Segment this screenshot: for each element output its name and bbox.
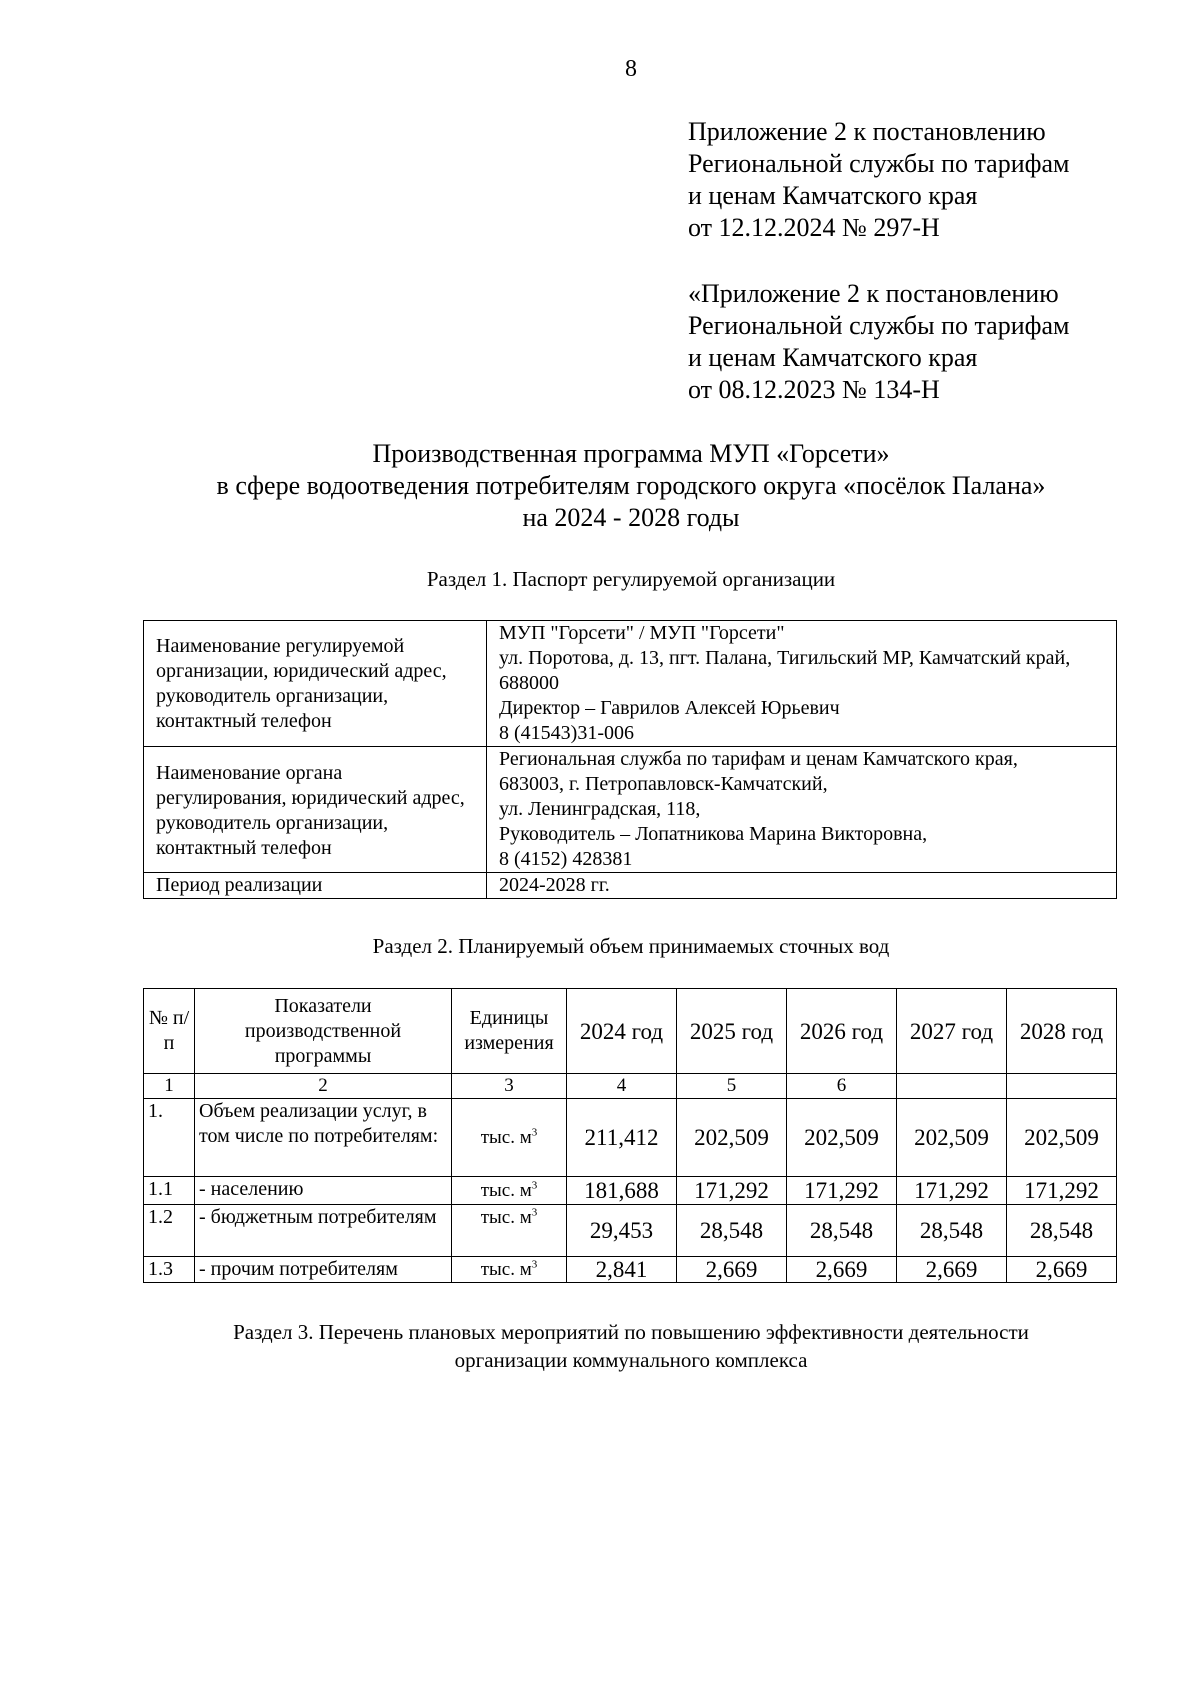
appendix-previous xyxy=(688,278,1069,406)
header-indicator: Показатели производственной программы xyxy=(195,989,452,1074)
column-number: 1 xyxy=(144,1074,195,1099)
passport-row xyxy=(144,621,1117,747)
header-num: № п/п xyxy=(144,989,195,1074)
row-value: 28,548 xyxy=(787,1205,897,1257)
table-row xyxy=(144,1177,1117,1205)
appendix-current-line: Приложение 2 к постановлению xyxy=(688,117,1046,146)
section3-title-line: организации коммунального комплекса xyxy=(454,1348,808,1372)
appendix-previous-line: и ценам Камчатского края xyxy=(688,343,978,372)
appendix-previous-line: Региональной службы по тарифам xyxy=(688,311,1070,340)
passport-value-line: ул. Поротова, д. 13, пгт. Палана, Тигильский МР, Камчатский край, 688000 xyxy=(499,647,1071,694)
row-unit: тыс. $м^3$ xyxy=(452,1177,567,1205)
row-name: - бюджетным потребителям xyxy=(195,1205,452,1257)
passport-value xyxy=(487,747,1117,873)
title-line: Производственная программа МУП «Горсети» xyxy=(372,439,890,468)
section3-title-line: Раздел 3. Перечень плановых мероприятий по повышению эффективности деятельности xyxy=(233,1320,1029,1344)
row-num: 1. xyxy=(144,1099,195,1177)
passport-label: Наименование органа регулирования, юридический адрес, руководитель организации, контактный телефон xyxy=(144,747,487,873)
row-value: 28,548 xyxy=(897,1205,1007,1257)
passport-value-line: Региональная служба по тарифам и ценам Камчатского края, xyxy=(499,748,1018,770)
table-row xyxy=(144,1205,1117,1257)
passport-label: Период реализации xyxy=(144,873,487,899)
passport-value-line: 2024-2028 гг. xyxy=(499,874,610,896)
column-number xyxy=(1007,1074,1117,1099)
row-value: 171,292 xyxy=(787,1177,897,1205)
appendix-current-line: Региональной службы по тарифам xyxy=(688,149,1070,178)
passport-row xyxy=(144,747,1117,873)
passport-value xyxy=(487,621,1117,747)
passport-value-line: Руководитель – Лопатникова Марина Викторовна, xyxy=(499,823,928,845)
column-number: 5 xyxy=(677,1074,787,1099)
row-value: 2,669 xyxy=(1007,1257,1117,1283)
row-value: 171,292 xyxy=(897,1177,1007,1205)
header-year: 2026 год xyxy=(787,989,897,1074)
column-number: 2 xyxy=(195,1074,452,1099)
table-row xyxy=(144,1099,1117,1177)
title-line: на 2024 - 2028 годы xyxy=(522,503,740,532)
row-value: 2,669 xyxy=(787,1257,897,1283)
passport-value-line: Директор – Гаврилов Алексей Юрьевич xyxy=(499,697,840,719)
row-name: - населению xyxy=(195,1177,452,1205)
appendix-current-line: от 12.12.2024 № 297-Н xyxy=(688,213,940,242)
header-year: 2024 год xyxy=(567,989,677,1074)
row-value: 181,688 xyxy=(567,1177,677,1205)
section2-title: Раздел 2. Планируемый объем принимаемых сточных вод xyxy=(372,934,890,958)
table-row xyxy=(144,1257,1117,1283)
row-unit: тыс. $м^3$ xyxy=(452,1205,567,1257)
row-value: 202,509 xyxy=(677,1099,787,1177)
appendix-previous-line: «Приложение 2 к постановлению xyxy=(688,279,1059,308)
row-value: 29,453 xyxy=(567,1205,677,1257)
row-value: 202,509 xyxy=(1007,1099,1117,1177)
header-unit: Единицы измерения xyxy=(452,989,567,1074)
row-unit: тыс. $м^3$ xyxy=(452,1099,567,1177)
column-number xyxy=(897,1074,1007,1099)
row-name: Объем реализации услуг, в том числе по потребителям: xyxy=(195,1099,452,1177)
passport-value-line: 8 (4152) 428381 xyxy=(499,848,633,870)
appendix-current xyxy=(688,116,1069,244)
header-year: 2028 год xyxy=(1007,989,1117,1074)
row-value: 171,292 xyxy=(1007,1177,1117,1205)
passport-table xyxy=(143,620,1117,899)
section3-title xyxy=(0,1318,1200,1374)
passport-value-line: ул. Ленинградская, 118, xyxy=(499,798,701,820)
row-value: 2,841 xyxy=(567,1257,677,1283)
header-year: 2025 год xyxy=(677,989,787,1074)
row-value: 2,669 xyxy=(897,1257,1007,1283)
document-title xyxy=(0,438,1200,534)
passport-value-line: МУП "Горсети" / МУП "Горсети" xyxy=(499,622,785,644)
passport-row xyxy=(144,873,1117,899)
column-number: 3 xyxy=(452,1074,567,1099)
row-value: 28,548 xyxy=(1007,1205,1117,1257)
passport-value xyxy=(487,873,1117,899)
row-name: - прочим потребителям xyxy=(195,1257,452,1283)
row-value: 28,548 xyxy=(677,1205,787,1257)
appendix-previous-line: от 08.12.2023 № 134-Н xyxy=(688,375,940,404)
row-num: 1.1 xyxy=(144,1177,195,1205)
section1-title: Раздел 1. Паспорт регулируемой организации xyxy=(426,567,836,591)
row-value: 211,412 xyxy=(567,1099,677,1177)
title-line: в сфере водоотведения потребителям городского округа «посёлок Палана» xyxy=(216,471,1046,500)
column-number: 6 xyxy=(787,1074,897,1099)
row-value: 171,292 xyxy=(677,1177,787,1205)
appendix-current-line: и ценам Камчатского края xyxy=(688,181,978,210)
header-year: 2027 год xyxy=(897,989,1007,1074)
row-value: 2,669 xyxy=(677,1257,787,1283)
row-value: 202,509 xyxy=(787,1099,897,1177)
column-numbers-row xyxy=(144,1074,1117,1099)
volume-header-row xyxy=(144,989,1117,1074)
row-num: 1.2 xyxy=(144,1205,195,1257)
passport-value-line: 683003, г. Петропавловск-Камчатский, xyxy=(499,773,828,795)
passport-label: Наименование регулируемой организации, юридический адрес, руководитель организации, контактный телефон xyxy=(144,621,487,747)
passport-value-line: 8 (41543)31-006 xyxy=(499,722,634,744)
row-value: 202,509 xyxy=(897,1099,1007,1177)
row-unit: тыс. $м^3$ xyxy=(452,1257,567,1283)
row-num: 1.3 xyxy=(144,1257,195,1283)
page-number: 8 xyxy=(625,56,637,82)
column-number: 4 xyxy=(567,1074,677,1099)
volume-table xyxy=(143,988,1117,1283)
